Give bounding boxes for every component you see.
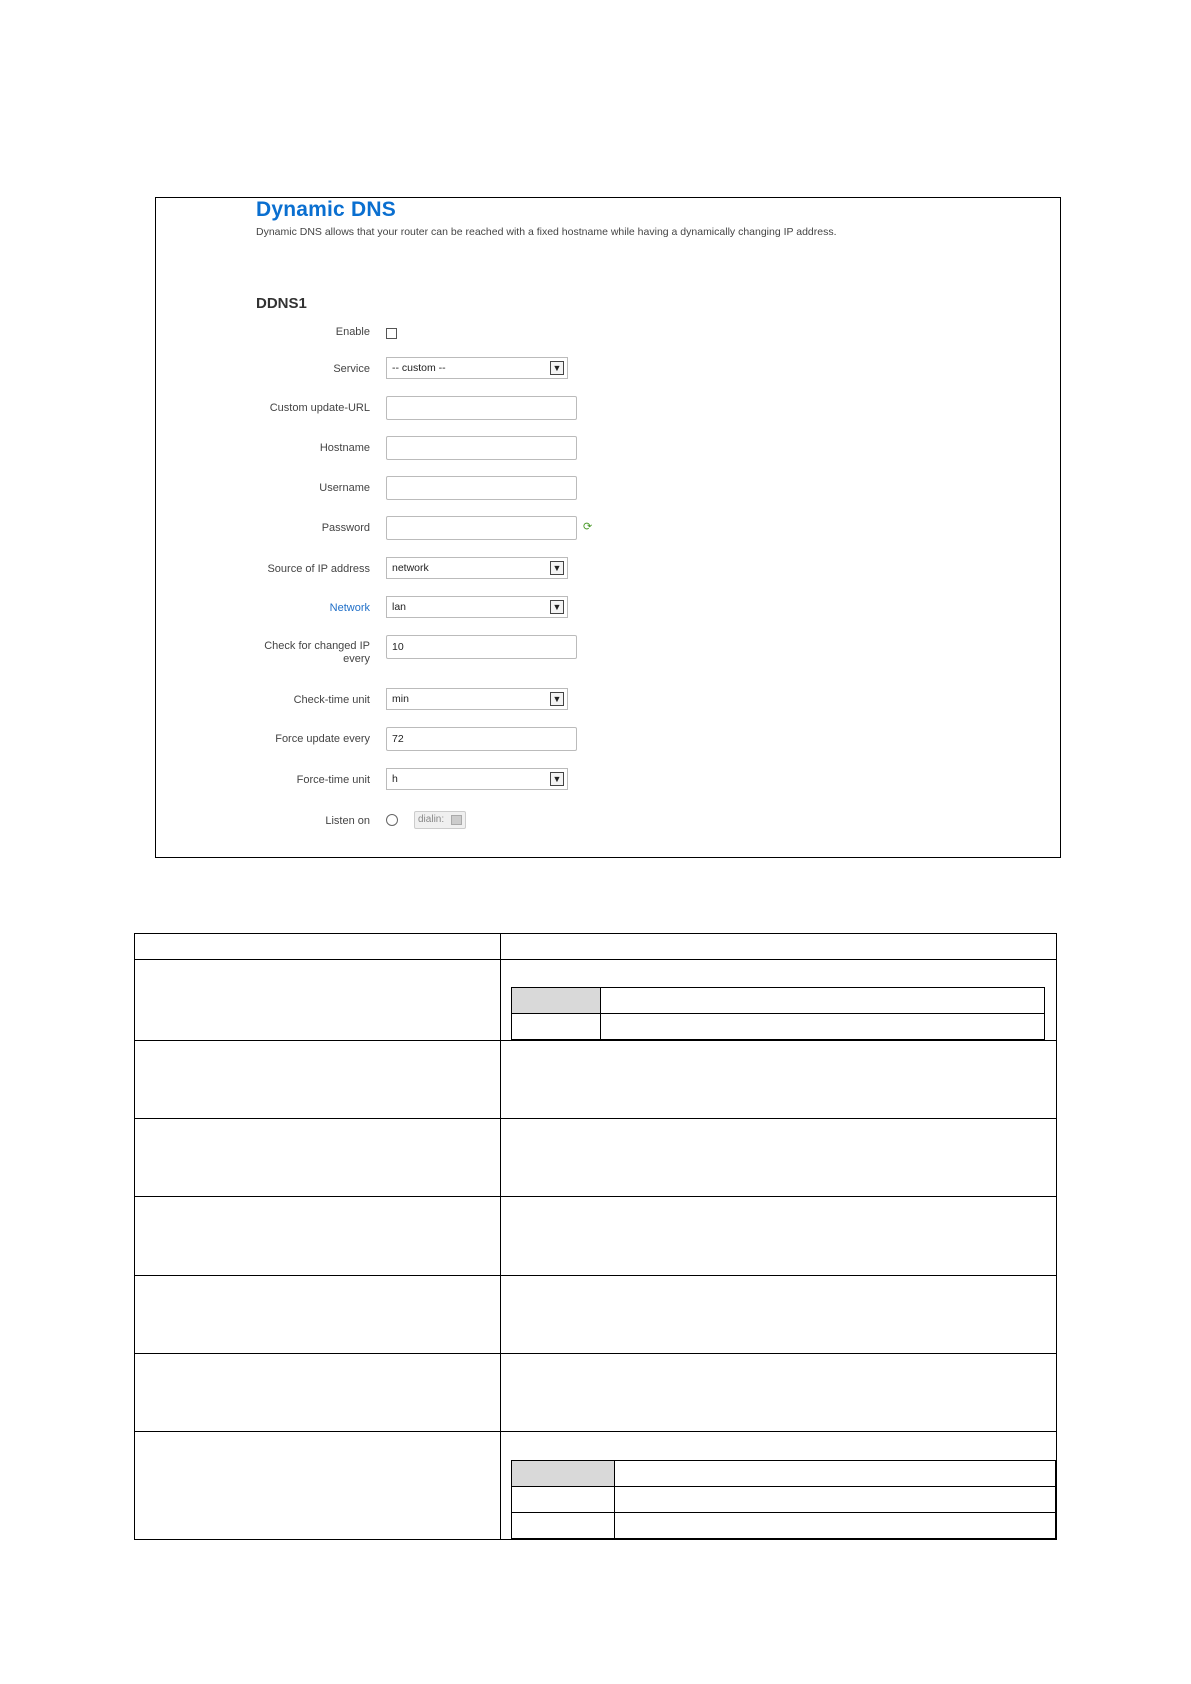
source-ip-value: network bbox=[392, 562, 429, 574]
table-cell bbox=[135, 960, 501, 1040]
table-row bbox=[135, 1196, 1056, 1275]
check-unit-select[interactable] bbox=[386, 688, 568, 710]
force-unit-row bbox=[156, 768, 1060, 796]
table-header-row bbox=[135, 934, 1056, 959]
listen-on-chip[interactable] bbox=[414, 811, 466, 829]
chevron-down-icon: ▼ bbox=[550, 561, 564, 575]
username-input[interactable] bbox=[386, 476, 577, 500]
enable-row bbox=[156, 320, 1060, 348]
custom-url-label: Custom update-URL bbox=[269, 402, 370, 414]
table-cell bbox=[501, 960, 1056, 1040]
check-unit-value: min bbox=[392, 693, 409, 705]
table-cell bbox=[135, 1041, 501, 1118]
chevron-down-icon: ▼ bbox=[550, 361, 564, 375]
chevron-down-icon: ▼ bbox=[550, 600, 564, 614]
custom-url-input[interactable] bbox=[386, 396, 577, 420]
table-row bbox=[135, 959, 1056, 1040]
service-value: -- custom -- bbox=[392, 362, 446, 374]
nested-table-row bbox=[512, 1513, 1055, 1539]
username-label: Username bbox=[319, 482, 370, 494]
username-row bbox=[156, 476, 1060, 504]
check-unit-label: Check-time unit bbox=[293, 694, 370, 706]
table-cell bbox=[135, 1197, 501, 1275]
table-cell bbox=[135, 1276, 501, 1353]
hostname-input[interactable] bbox=[386, 436, 577, 460]
network-value: lan bbox=[392, 601, 407, 613]
force-unit-label: Force-time unit bbox=[296, 774, 370, 786]
enable-label: Enable bbox=[335, 326, 370, 338]
check-ip-input[interactable]: 10 bbox=[386, 635, 577, 659]
table-row bbox=[135, 1353, 1056, 1431]
table-cell bbox=[501, 1119, 1056, 1196]
source-ip-row bbox=[156, 557, 1060, 585]
nested-table-row bbox=[512, 1014, 1044, 1040]
nested-table bbox=[511, 987, 1045, 1040]
table-row bbox=[135, 1275, 1056, 1353]
listen-on-radio[interactable] bbox=[386, 814, 398, 826]
table-cell bbox=[501, 1197, 1056, 1275]
table-cell bbox=[135, 1432, 501, 1539]
table-cell bbox=[501, 1354, 1056, 1431]
table-row bbox=[135, 1118, 1056, 1196]
table-cell bbox=[501, 1276, 1056, 1353]
reveal-password-icon[interactable]: ⟳ bbox=[583, 521, 593, 533]
check-ip-label bbox=[170, 640, 370, 666]
chevron-down-icon: ▼ bbox=[550, 692, 564, 706]
listen-on-label: Listen on bbox=[325, 815, 370, 827]
ddns-screenshot bbox=[155, 197, 1061, 858]
section-title: DDNS1 bbox=[256, 295, 307, 312]
check-ip-label-line2: every bbox=[343, 653, 370, 665]
nested-table-row bbox=[512, 1487, 1055, 1513]
table-cell bbox=[135, 934, 501, 959]
password-label: Password bbox=[321, 522, 370, 534]
table-row bbox=[135, 1040, 1056, 1118]
table-row bbox=[135, 1431, 1056, 1539]
table-cell bbox=[501, 1432, 1056, 1539]
source-ip-label: Source of IP address bbox=[267, 563, 370, 575]
network-label-link[interactable]: Network bbox=[329, 602, 370, 614]
force-update-label: Force update every bbox=[275, 733, 370, 745]
force-unit-select[interactable] bbox=[386, 768, 568, 790]
force-update-input[interactable]: 72 bbox=[386, 727, 577, 751]
check-ip-label-line1: Check for changed IP bbox=[264, 640, 370, 652]
service-label: Service bbox=[333, 363, 370, 375]
source-ip-select[interactable] bbox=[386, 557, 568, 579]
listen-on-value: dialin: bbox=[418, 814, 445, 825]
page-description: Dynamic DNS allows that your router can be reached with a fixed hostname while having a dynamically changing IP address. bbox=[256, 226, 837, 238]
nested-table-row bbox=[512, 1461, 1055, 1487]
listen-on-row bbox=[156, 809, 1060, 837]
password-input[interactable] bbox=[386, 516, 577, 540]
page-title: Dynamic DNS bbox=[256, 198, 396, 221]
force-unit-value: h bbox=[392, 773, 398, 785]
nested-table bbox=[511, 1460, 1056, 1539]
custom-url-row bbox=[156, 396, 1060, 424]
network-select[interactable] bbox=[386, 596, 568, 618]
table-cell bbox=[501, 934, 1056, 959]
network-icon bbox=[451, 815, 462, 825]
table-cell bbox=[135, 1354, 501, 1431]
check-unit-row bbox=[156, 688, 1060, 716]
network-row bbox=[156, 596, 1060, 624]
service-row bbox=[156, 357, 1060, 385]
password-row bbox=[156, 516, 1060, 544]
table-cell bbox=[135, 1119, 501, 1196]
nested-table-row bbox=[512, 988, 1044, 1014]
parameter-table bbox=[134, 933, 1057, 1540]
chevron-down-icon: ▼ bbox=[550, 772, 564, 786]
hostname-row bbox=[156, 436, 1060, 464]
check-ip-row bbox=[156, 635, 1060, 675]
table-cell bbox=[501, 1041, 1056, 1118]
hostname-label: Hostname bbox=[319, 442, 370, 454]
force-update-row bbox=[156, 727, 1060, 755]
service-select[interactable] bbox=[386, 357, 568, 379]
enable-checkbox[interactable] bbox=[386, 328, 397, 339]
